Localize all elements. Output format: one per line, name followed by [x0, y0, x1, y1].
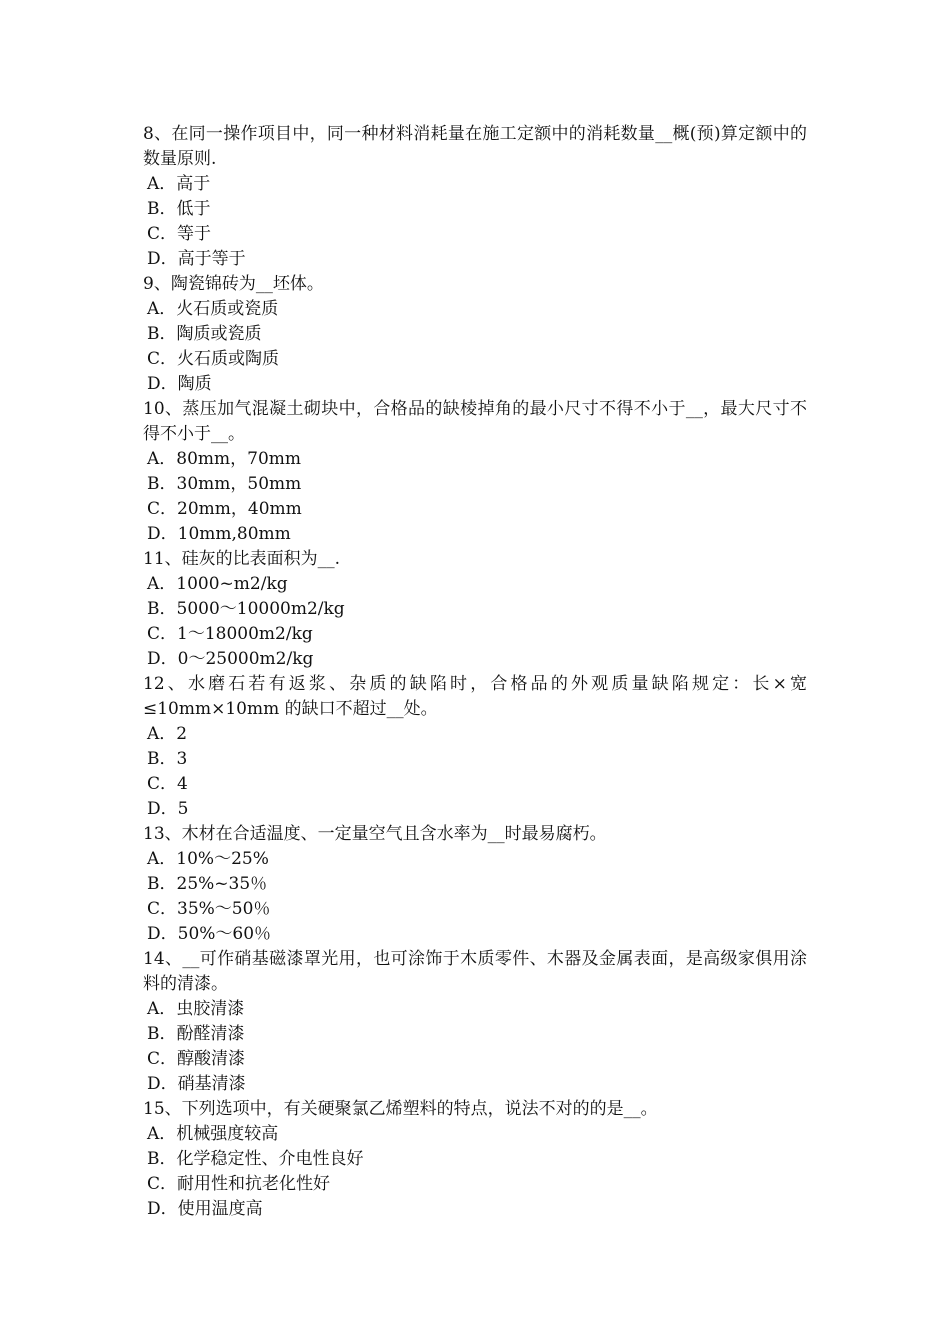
option-letter: D．	[147, 924, 178, 944]
option-text: 20mm，40mm	[177, 499, 302, 519]
answer-option	[143, 197, 807, 222]
option-letter: B．	[147, 199, 177, 219]
answer-option	[143, 797, 807, 822]
option-letter: C．	[147, 899, 178, 919]
option-letter: C．	[147, 774, 178, 794]
answer-option	[143, 322, 807, 347]
answer-option	[143, 1072, 807, 1097]
option-text: 虫胶清漆	[176, 999, 245, 1019]
option-text: 2	[176, 724, 188, 744]
option-text: 50%～60％	[177, 924, 272, 944]
option-text: 0～25000m2/kg	[177, 649, 314, 669]
question-list	[143, 122, 807, 1222]
question-text: 15、下列选项中，有关硬聚氯乙烯塑料的特点，说法不对的的是__。	[143, 1099, 658, 1119]
question-block	[143, 547, 807, 672]
answer-option	[143, 872, 807, 897]
option-letter: A．	[147, 724, 177, 744]
option-text: 耐用性和抗老化性好	[177, 1174, 331, 1194]
option-text: 4	[177, 774, 188, 794]
option-letter: B．	[147, 1024, 177, 1044]
option-text: 机械强度较高	[176, 1124, 279, 1144]
answer-option	[143, 472, 807, 497]
answer-option	[143, 247, 807, 272]
answer-option	[143, 1147, 807, 1172]
option-letter: A．	[147, 1124, 177, 1144]
answer-option	[143, 997, 807, 1022]
question-text: 14、__可作硝基磁漆罩光用，也可涂饰于木质零件、木器及金属表面，是高级家俱用涂料的清漆。	[143, 949, 807, 994]
option-text: 高于	[176, 174, 211, 194]
answer-option	[143, 847, 807, 872]
option-text: 35%～50％	[177, 899, 271, 919]
option-text: 3	[176, 749, 188, 769]
answer-option	[143, 1197, 807, 1222]
answer-option	[143, 1172, 807, 1197]
option-letter: D．	[147, 524, 178, 544]
option-text: 醇酸清漆	[177, 1049, 246, 1069]
option-text: 10%～25%	[176, 849, 269, 869]
answer-option	[143, 747, 807, 772]
option-text: 使用温度高	[177, 1199, 263, 1219]
answer-option	[143, 897, 807, 922]
option-letter: C．	[147, 349, 178, 369]
option-text: 80mm，70mm	[176, 449, 302, 469]
option-text: 低于	[176, 199, 211, 219]
option-text: 5	[177, 799, 189, 819]
option-text: 1～18000m2/kg	[177, 624, 313, 644]
option-text: 等于	[177, 224, 212, 244]
answer-option	[143, 772, 807, 797]
option-letter: B．	[147, 1149, 177, 1169]
answer-option	[143, 222, 807, 247]
option-letter: B．	[147, 474, 177, 494]
option-letter: D．	[147, 649, 178, 669]
answer-option	[143, 297, 807, 322]
question-block	[143, 672, 807, 822]
option-text: 陶质或瓷质	[176, 324, 262, 344]
option-text: 硝基清漆	[177, 1074, 246, 1094]
option-text: 化学稳定性、介电性良好	[176, 1149, 364, 1169]
option-letter: D．	[147, 374, 178, 394]
option-letter: B．	[147, 749, 177, 769]
option-letter: C．	[147, 224, 178, 244]
answer-option	[143, 922, 807, 947]
option-letter: B．	[147, 599, 177, 619]
option-letter: C．	[147, 624, 178, 644]
answer-option	[143, 172, 807, 197]
option-letter: A．	[147, 449, 177, 469]
option-letter: A．	[147, 574, 177, 594]
question-block	[143, 1097, 807, 1222]
answer-option	[143, 1022, 807, 1047]
answer-option	[143, 522, 807, 547]
option-letter: B．	[147, 324, 177, 344]
option-text: 30mm，50mm	[176, 474, 302, 494]
option-letter: A．	[147, 849, 177, 869]
option-letter: A．	[147, 999, 177, 1019]
answer-option	[143, 372, 807, 397]
question-block	[143, 947, 807, 1097]
question-text: 13、木材在合适温度、一定量空气且含水率为__时最易腐朽。	[143, 824, 607, 844]
answer-option	[143, 347, 807, 372]
question-block	[143, 122, 807, 272]
option-letter: D．	[147, 799, 178, 819]
option-letter: B．	[147, 874, 177, 894]
option-text: 酚醛清漆	[176, 1024, 245, 1044]
question-text: 8、在同一操作项目中，同一种材料消耗量在施工定额中的消耗数量__概(预)算定额中的数量原则.	[143, 124, 807, 169]
answer-option	[143, 447, 807, 472]
question-block	[143, 272, 807, 397]
option-letter: C．	[147, 1174, 178, 1194]
answer-option	[143, 722, 807, 747]
question-block	[143, 822, 807, 947]
question-text: 12、水磨石若有返浆、杂质的缺陷时，合格品的外观质量缺陷规定：长×宽≤10mm×10mm 的缺口不超过__处。	[143, 674, 807, 719]
answer-option	[143, 572, 807, 597]
answer-option	[143, 622, 807, 647]
option-text: 10mm,80mm	[177, 524, 291, 544]
option-text: 25%~35％	[176, 874, 268, 894]
option-text: 1000~m2/kg	[176, 574, 288, 594]
option-letter: C．	[147, 499, 178, 519]
question-block	[143, 397, 807, 547]
option-text: 高于等于	[177, 249, 246, 269]
question-text: 11、硅灰的比表面积为__.	[143, 549, 341, 569]
option-letter: A．	[147, 174, 177, 194]
question-text: 10、蒸压加气混凝土砌块中，合格品的缺棱掉角的最小尺寸不得不小于__，最大尺寸不得不小于__。	[143, 399, 807, 444]
answer-option	[143, 647, 807, 672]
question-text: 9、陶瓷锦砖为__坯体。	[143, 274, 324, 294]
option-text: 陶质	[177, 374, 212, 394]
option-letter: A．	[147, 299, 177, 319]
option-text: 火石质或瓷质	[176, 299, 279, 319]
option-letter: D．	[147, 249, 178, 269]
option-text: 火石质或陶质	[177, 349, 280, 369]
option-letter: D．	[147, 1199, 178, 1219]
answer-option	[143, 1047, 807, 1072]
option-text: 5000～10000m2/kg	[176, 599, 345, 619]
option-letter: C．	[147, 1049, 178, 1069]
answer-option	[143, 597, 807, 622]
option-letter: D．	[147, 1074, 178, 1094]
answer-option	[143, 1122, 807, 1147]
answer-option	[143, 497, 807, 522]
